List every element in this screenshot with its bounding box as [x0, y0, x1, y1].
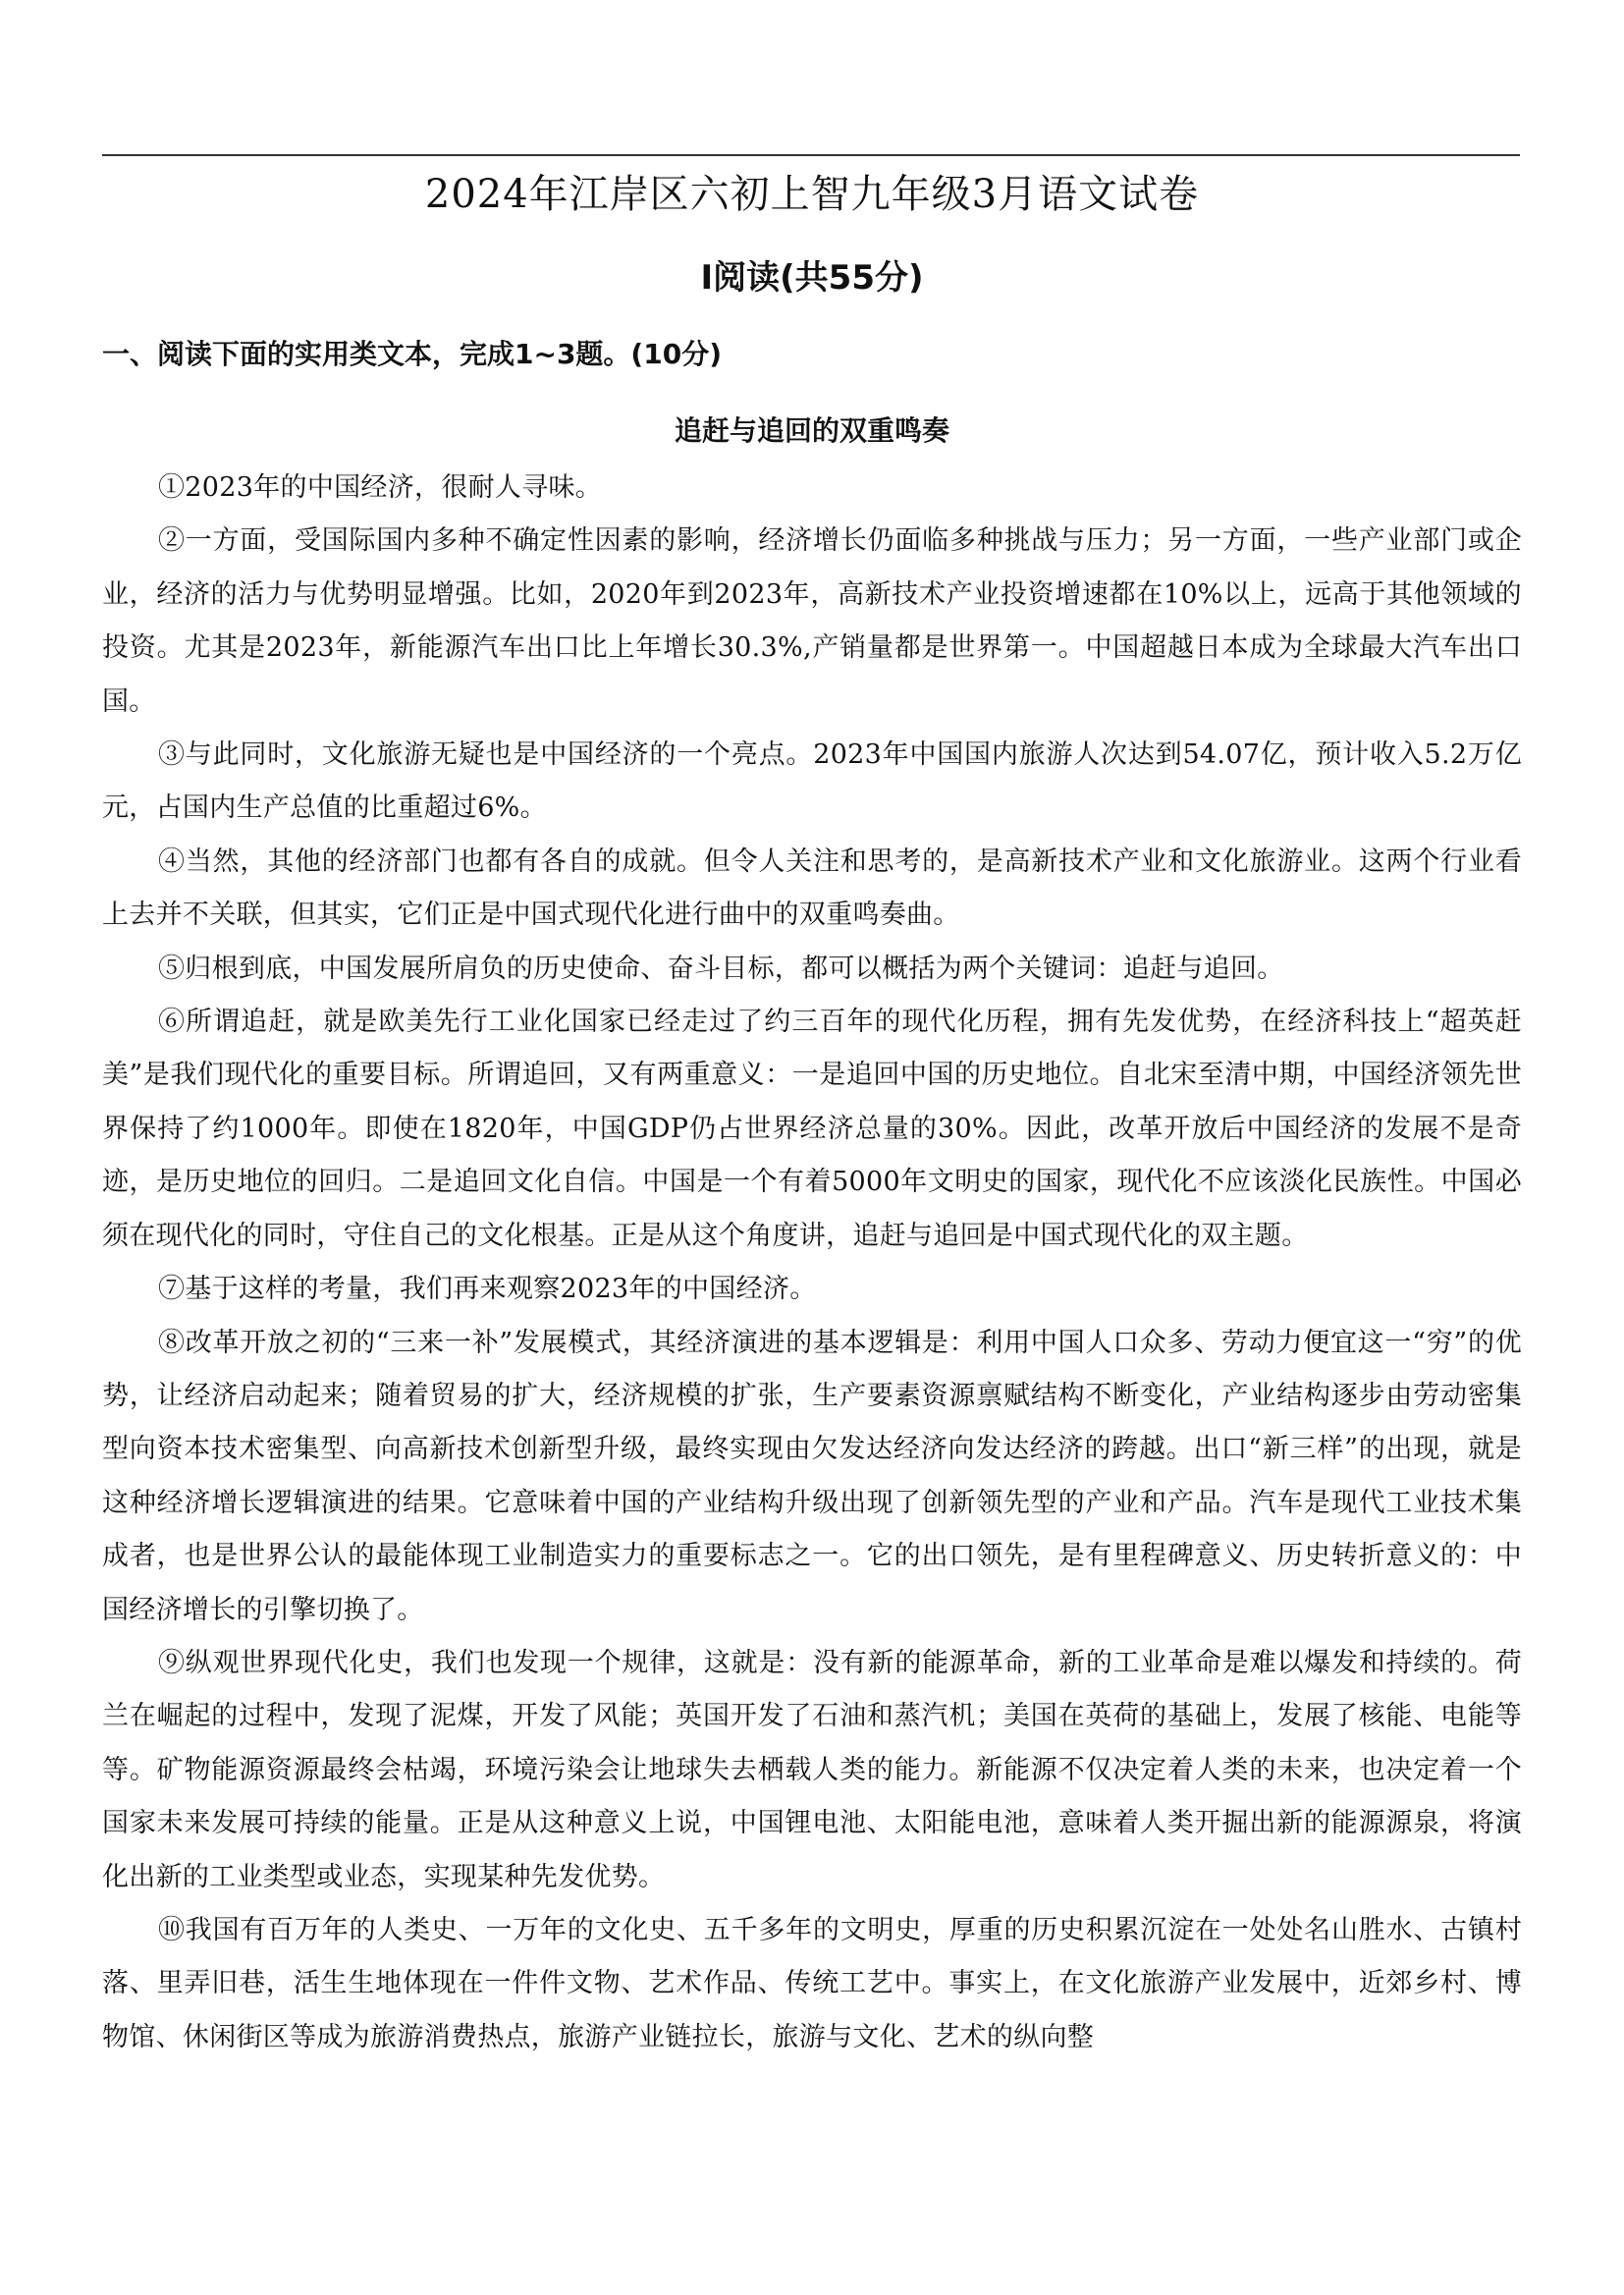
article-body — [102, 462, 1522, 2064]
paragraph-10: ⑩我国有百万年的人类史、一万年的文化史、五千多年的文明史，厚重的历史积累沉淀在一处处名山胜水、古镇村落、里弄旧巷，活生生地体现在一件件文物、艺术作品、传统工艺中。事实上，在文化旅游产业发展中，近郊乡村、博物馆、休闲街区等成为旅游消费热点，旅游产业链拉长，旅游与文化、艺术的纵向整 — [102, 1914, 1522, 2052]
header-rule — [102, 154, 1520, 156]
paragraph-3: ③与此同时，文化旅游无疑也是中国经济的一个亮点。2023年中国国内旅游人次达到54.07亿，预计收入5.2万亿元，占国内生产总值的比重超过6%。 — [102, 739, 1522, 824]
paragraph-2: ②一方面，受国际国内多种不确定性因素的影响，经济增长仍面临多种挑战与压力；另一方面，一些产业部门或企业，经济的活力与优势明显增强。比如，2020年到2023年，高新技术产业投资增速都在10%以上，远高于其他领域的投资。尤其是2023年，新能源汽车出口比上年增长30.3%,产销量都是世界第一。中国超越日本成为全球最大汽车出口国。 — [102, 525, 1522, 717]
paragraph-6: ⑥所谓追赶，就是欧美先行工业化国家已经走过了约三百年的现代化历程，拥有先发优势，在经济科技上“超英赶美”是我们现代化的重要目标。所谓追回，又有两重意义：一是追回中国的历史地位。自北宋至清中期，中国经济领先世界保持了约1000年。即使在1820年，中国GDP仍占世界经济总量的30%。因此，改革开放后中国经济的发展不是奇迹，是历史地位的回归。二是追回文化自信。中国是一个有着5000年文明史的国家，现代化不应该淡化民族性。中国必须在现代化的同时，守住自己的文化根基。正是从这个角度讲，追赶与追回是中国式现代化的双主题。 — [102, 1007, 1522, 1251]
section-title: Ⅰ阅读(共55分) — [700, 258, 924, 298]
article-title: 追赶与追回的双重鸣奏 — [674, 414, 949, 447]
paragraph-1: ①2023年的中国经济，很耐人寻味。 — [158, 472, 603, 503]
paragraph-8: ⑧改革开放之初的“三来一补”发展模式，其经济演进的基本逻辑是：利用中国人口众多、劳动力便宜这一“穷”的优势，让经济启动起来；随着贸易的扩大，经济规模的扩张，生产要素资源禀赋结构不断变化，产业结构逐步由劳动密集型向资本技术密集型、向高新技术创新型升级，最终实现由欠发达经济向发达经济的跨越。出口“新三样”的出现，就是这种经济增长逻辑演进的结果。它意味着中国的产业结构升级出现了创新领先型的产业和产品。汽车是现代工业技术集成者，也是世界公认的最能体现工业制造实力的重要标志之一。它的出口领先，是有里程碑意义、历史转折意义的：中国经济增长的引擎切换了。 — [102, 1327, 1522, 1625]
question-heading: 一、阅读下面的实用类文本，完成1~3题。(10分) — [102, 338, 722, 370]
exam-title: 2024年江岸区六初上智九年级3月语文试卷 — [424, 172, 1200, 217]
paragraph-7: ⑦基于这样的考量，我们再来观察2023年的中国经济。 — [158, 1274, 817, 1305]
paragraph-4: ④当然，其他的经济部门也都有各自的成就。但令人关注和思考的，是高新技术产业和文化旅游业。这两个行业看上去并不关联，但其实，它们正是中国式现代化进行曲中的双重鸣奏曲。 — [102, 846, 1522, 931]
paragraph-5: ⑤归根到底，中国发展所肩负的历史使命、奋斗目标，都可以概括为两个关键词：追赶与追回。 — [158, 953, 1284, 984]
paragraph-9: ⑨纵观世界现代化史，我们也发现一个规律，这就是：没有新的能源革命，新的工业革命是难以爆发和持续的。荷兰在崛起的过程中，发现了泥煤，开发了风能；英国开发了石油和蒸汽机；美国在英荷的基础上，发展了核能、电能等等。矿物能源资源最终会枯竭，环境污染会让地球失去栖载人类的能力。新能源不仅决定着人类的未来，也决定着一个国家未来发展可持续的能量。正是从这种意义上说，中国锂电池、太阳能电池，意味着人类开掘出新的能源源泉，将演化出新的工业类型或业态，实现某种先发优势。 — [102, 1647, 1522, 1892]
